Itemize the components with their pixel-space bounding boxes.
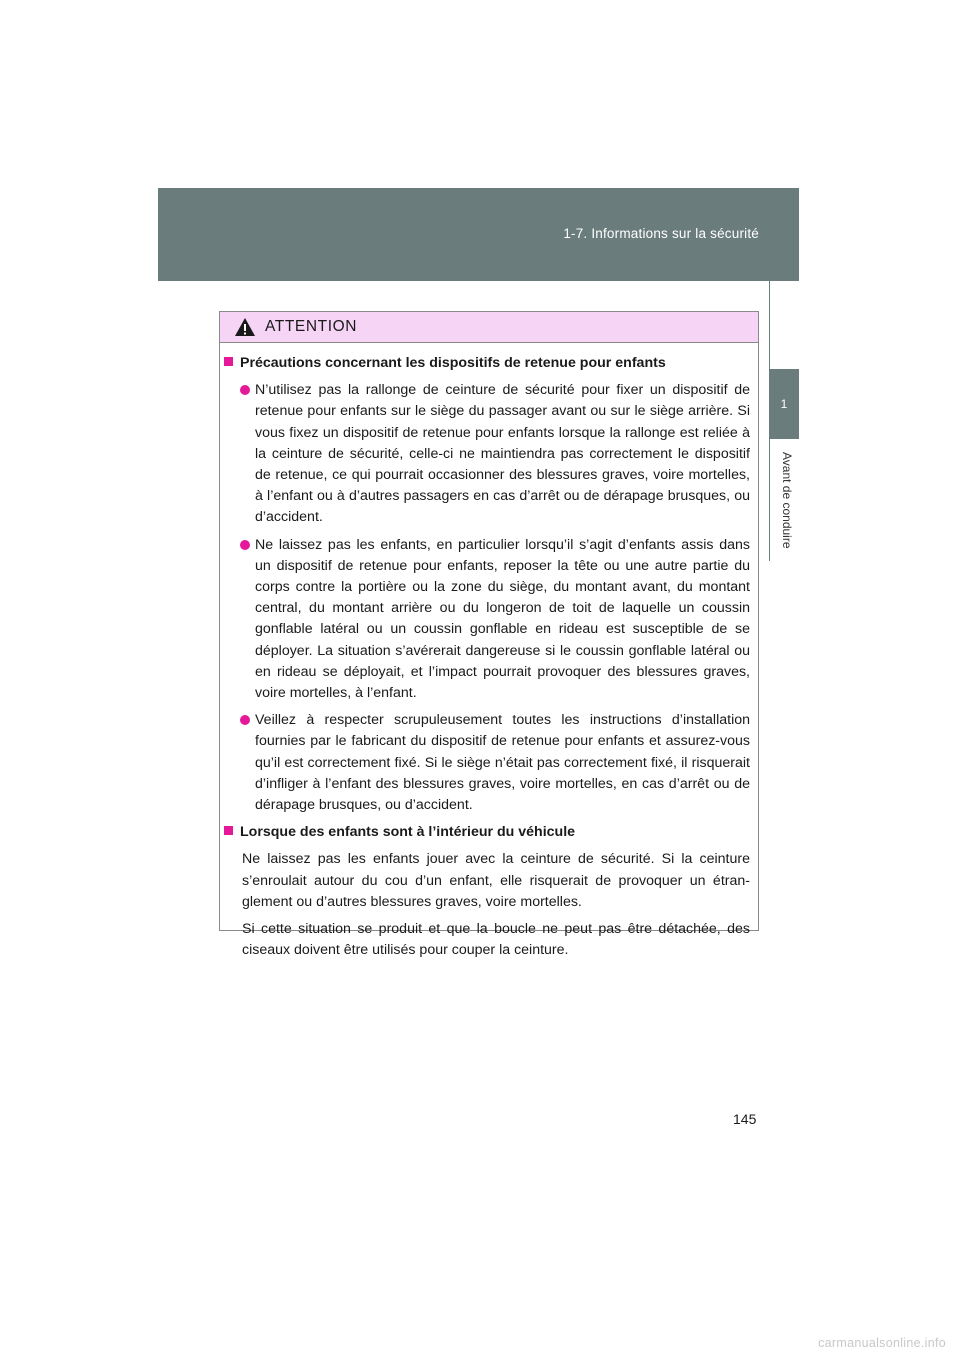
section-heading-text: Lorsque des enfants sont à l’intérieur du véhicule [240,824,576,841]
list-item-text: Veillez à respecter scrupuleusement toutes les instructions d’installation fournies par le fabricant du dispositif de retenue pour enfants et assurez-vous qu’il est correctement fixé. Si le siège n’était pas correctement fixé, il risquerait d’infliger à l’enfant des blessures graves, voire mortelles, en cas d’arrêt ou de dérapage brusques, ou d’accident. [255,712,750,814]
round-bullet-icon [240,385,250,395]
warning-triangle-icon [234,317,256,337]
list-item-text: Ne laissez pas les enfants, en particulier lorsqu’il s’agit d’enfants assis dans un dispositif de retenue pour enfants, reposer la tête ou une autre partie du corps contre la portière ou la zone du siège, du montant avant, du montant central, du montant arrière ou du longeron de toit de laquelle un coussin gonflable latéral ou un coussin gonflable en rideau est susceptible de se déployer. La situation s’avérerait dangereuse si le coussin gonflable latéral ou en rideau se déployait, et l’impact pourrait provoquer des blessures graves, voire mortelles, à l’enfant. [255,536,750,702]
chapter-number: 1 [780,397,788,411]
section-title: 1-7. Informations sur la sécurité [563,226,759,241]
square-bullet-icon [224,826,233,835]
list-item [240,380,750,528]
list-item [240,710,750,816]
paragraph: Ne laissez pas les enfants jouer avec la ceinture de sécurité. Si la ceinture s’enroulait autour du cou d’un enfant, elle risquerait de provoquer un étran-glement ou d’autres blessures graves, voire mortelles. [242,851,750,910]
list-item-text: N’utilisez pas la rallonge de ceinture de sécurité pour fixer un dispositif de retenue pour enfants sur le siège du passager avant ou sur le siège arrière. Si vous fixez un dispositif de retenue pour enfants lorsque la rallonge est reliée à la ceinture de sécurité, celle-ci ne maintiendra pas correctement le dispositif de retenue, ce qui pourrait occasionner des blessures graves, voire mortelles, à l’enfant ou à d’autres passagers en cas d’arrêt ou de dérapage brusques, ou d’accident. [255,382,750,526]
round-bullet-icon [240,715,250,725]
header-band [158,188,799,281]
list-item [240,535,750,705]
section-heading-children-in-vehicle [224,822,750,843]
attention-body [220,343,758,961]
square-bullet-icon [224,357,233,366]
watermark-logo: carmanualsonline.info [818,1336,946,1350]
attention-box [219,311,759,959]
chapter-title: Avant de conduire [780,452,794,549]
page-number: 145 [733,1111,757,1127]
paragraph: Si cette situation se produit et que la boucle ne peut pas être détachée, des ciseaux doivent être utilisés pour couper la ceinture. [242,921,750,959]
section-heading-text: Précautions concernant les dispositifs de retenue pour enfants [240,355,666,371]
attention-title: ATTENTION [265,318,358,335]
round-bullet-icon [240,540,250,550]
attention-header [220,312,758,343]
chapter-tab [769,369,799,439]
section-heading-child-restraints [224,353,750,374]
